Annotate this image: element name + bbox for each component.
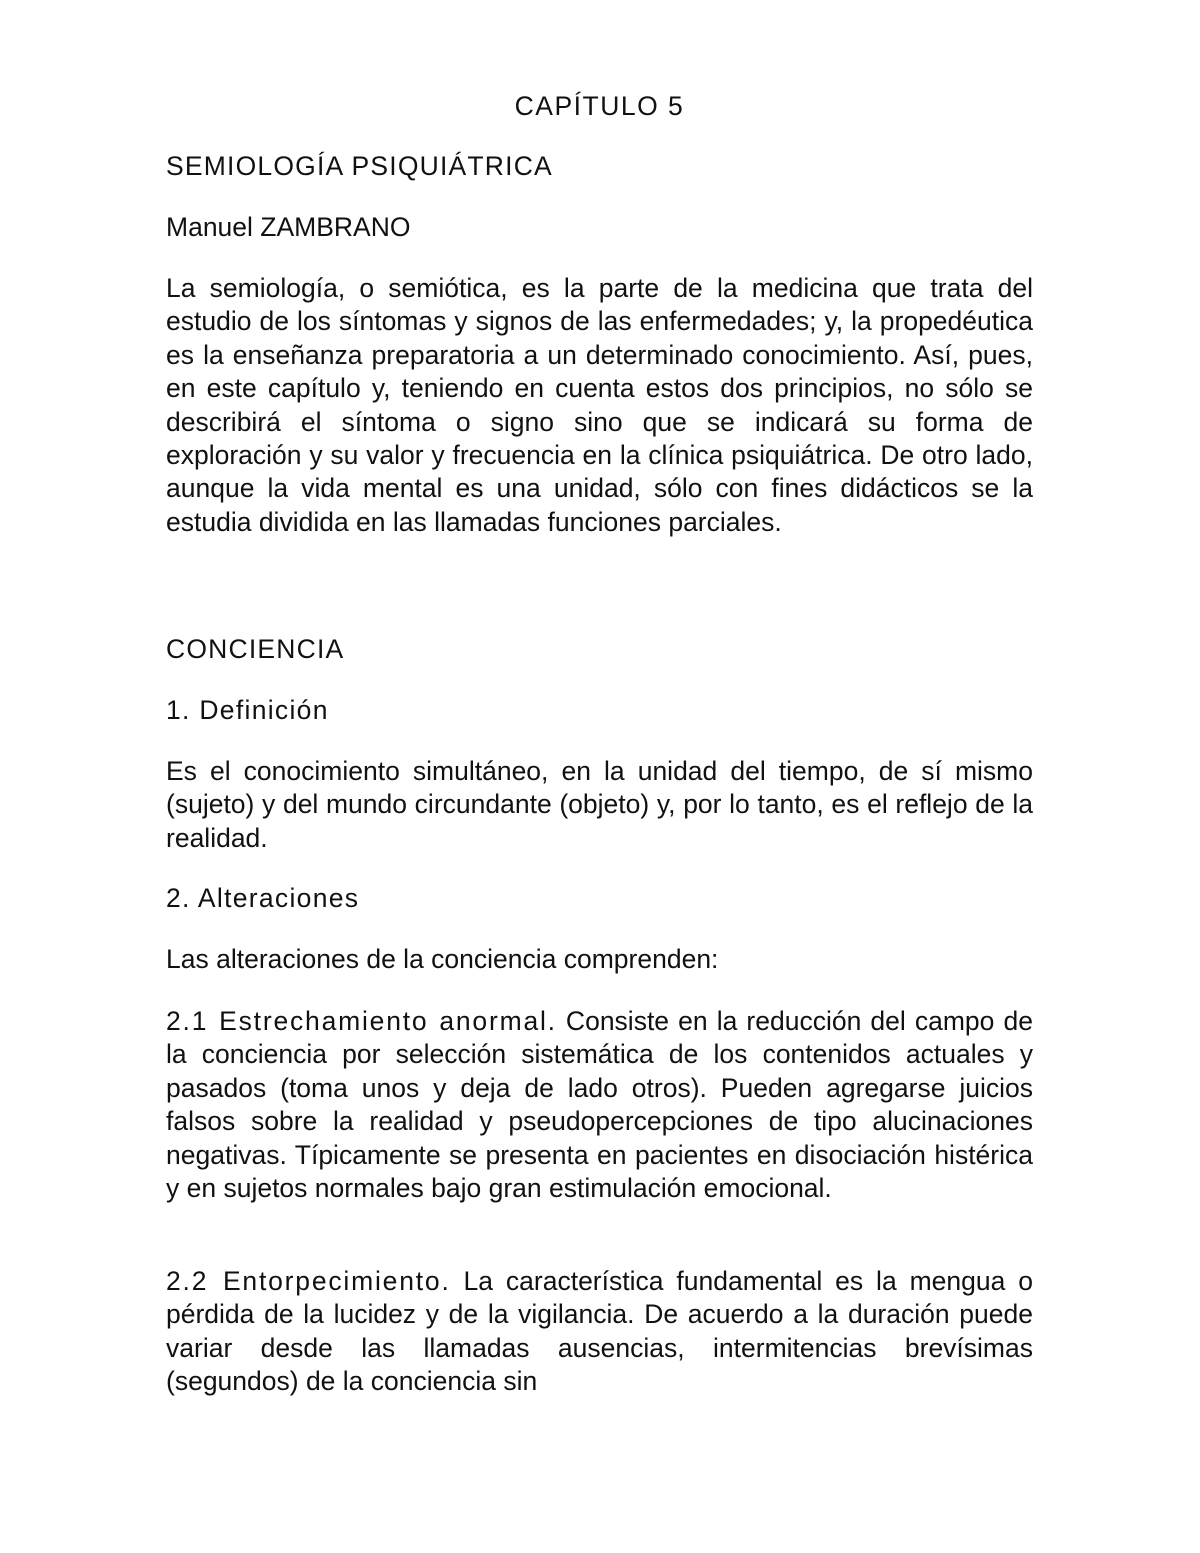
- definition-heading: 1. Definición: [166, 695, 329, 725]
- alterations-intro: Las alteraciones de la conciencia comprenden:: [166, 944, 719, 974]
- definition-paragraph: Es el conocimiento simultáneo, en la unidad del tiempo, de sí mismo (sujeto) y del mundo circundante (objeto) y, por lo tanto, es el reflejo de la realidad.: [166, 756, 1033, 853]
- chapter-heading: CAPÍTULO 5: [514, 91, 685, 121]
- section-heading-conciencia: CONCIENCIA: [166, 634, 345, 664]
- alterations-heading: 2. Alteraciones: [166, 883, 360, 913]
- alteration-body-2-2: La característica fundamental es la mengua o pérdida de la lucidez y de la vigilancia. De acuerdo a la duración puede variar desde las llamadas ausencias, intermitencias brevísimas (segundos) de la conciencia sin: [166, 1266, 1033, 1397]
- alteration-term-2-1: 2.1 Estrechamiento anormal.: [166, 1006, 557, 1036]
- intro-paragraph: La semiología, o semiótica, es la parte de la medicina que trata del estudio de los síntomas y signos de las enfermedades; y, la propedéutica es la enseñanza preparatoria a un determinado conocimiento. Así, pues, en este capítulo y, teniendo en cuenta estos dos principios, no sólo se describirá el síntoma o signo sino que se indicará su forma de exploración y su valor y frecuencia en la clínica psiquiátrica. De otro lado, aunque la vida mental es una unidad, sólo con fines didácticos se la estudia dividida en las llamadas funciones parciales.: [166, 273, 1033, 537]
- author-name: Manuel ZAMBRANO: [166, 212, 411, 242]
- alteration-paragraph-2-1: [166, 1005, 1033, 1205]
- alteration-paragraph-2-2: [166, 1265, 1033, 1399]
- alteration-body-2-1: Consiste en la reducción del campo de la conciencia por selección sistemática de los contenidos actuales y pasados (toma unos y deja de lado otros). Pueden agregarse juicios falsos sobre la realidad y pseudopercepciones de tipo alucinaciones negativas. Típicamente se presenta en pacientes en disociación histérica y en sujetos normales bajo gran estimulación emocional.: [166, 1006, 1033, 1204]
- chapter-title: SEMIOLOGÍA PSIQUIÁTRICA: [166, 151, 553, 181]
- alteration-term-2-2: 2.2 Entorpecimiento.: [166, 1266, 451, 1296]
